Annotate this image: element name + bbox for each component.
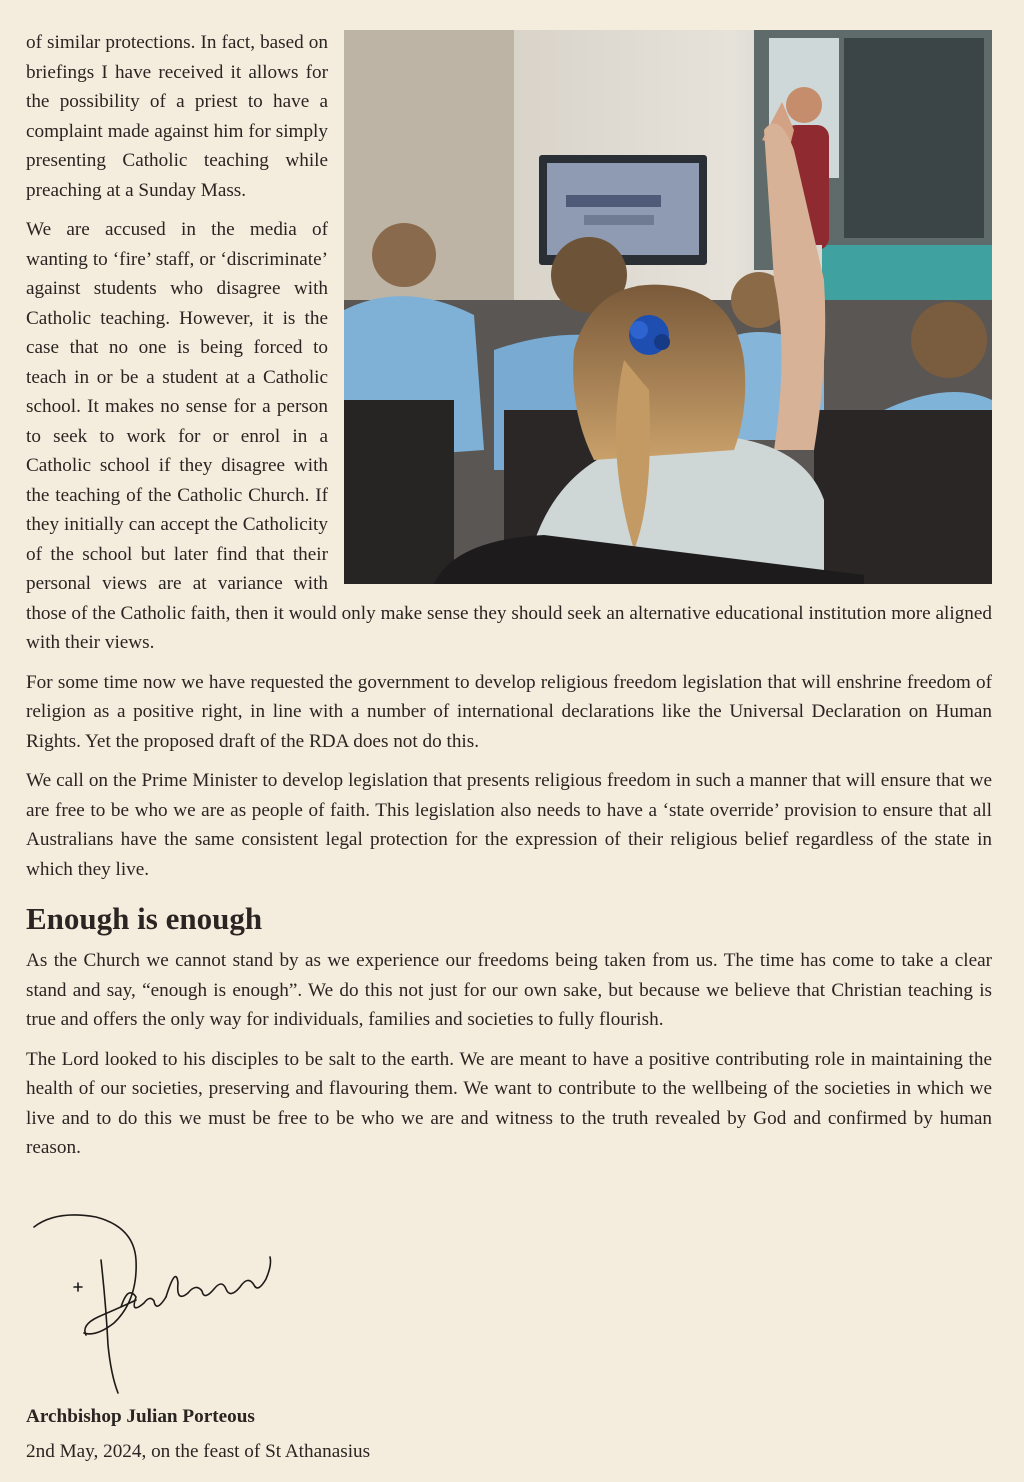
- paragraph-6: The Lord looked to his disciples to be salt to the earth. We are meant to have a positive contributing role in maintaining the health of our societies, preserving and flavouring them. We want to contribute to the wellbeing of the societies in which we live and to do this we must be free to be who we are and witness to the truth revealed by God and confirmed by human reason.: [26, 1048, 992, 1158]
- signature-image: [26, 1205, 286, 1400]
- letter-body: [26, 28, 992, 1173]
- handwritten-signature: [26, 1205, 286, 1400]
- paragraph-4: We call on the Prime Minister to develop legislation that presents religious freedom in such a manner that will ensure that we are free to be who we are as people of faith. This legislation also needs to have a ‘state override’ provision to ensure that all Australians have the same consistent legal protection for the expression of their religious belief regardless of the state in which they live.: [26, 770, 992, 880]
- paragraph-3: For some time now we have requested the government to develop religious freedom legislation that will enshrine freedom of religion as a positive right, in line with a number of international declarations like the Universal Declaration on Human Rights. Yet the proposed draft of the RDA does not do this.: [26, 671, 992, 752]
- section-heading: Enough is enough: [26, 901, 263, 936]
- paragraph-2: We are accused in the media of wanting to ‘fire’ staff, or ‘discriminate’ against students who disagree with Catholic teaching. However, it is the case that no one is being forced to teach in or be a student at a Catholic school. It makes no sense for a person to seek to work for or enrol in a Catholic school if they disagree with the teaching of the Catholic Church. If they initially can accept the Catholicity of the school but later find that their personal views are at variance with those of the Catholic faith, then it would only make sense they should seek an alternative educational institution more aligned with their views.: [26, 219, 992, 653]
- classroom-illustration: [344, 30, 992, 584]
- paragraph-1: of similar protections. In fact, based on briefings I have received it allows for the possibility of a priest to have a complaint made against him for simply presenting Catholic teaching while preaching at a Sunday Mass.: [26, 32, 328, 201]
- signatory-name: Archbishop Julian Porteous: [26, 1406, 255, 1427]
- signoff-date: 2nd May, 2024, on the feast of St Athanasius: [26, 1441, 371, 1462]
- classroom-photo: [344, 30, 992, 584]
- paragraph-5: As the Church we cannot stand by as we experience our freedoms being taken from us. The time has come to take a clear stand and say, “enough is enough”. We do this not just for our own sake, but because we believe that Christian teaching is true and offers the only way for individuals, families and societies to fully flourish.: [26, 950, 992, 1030]
